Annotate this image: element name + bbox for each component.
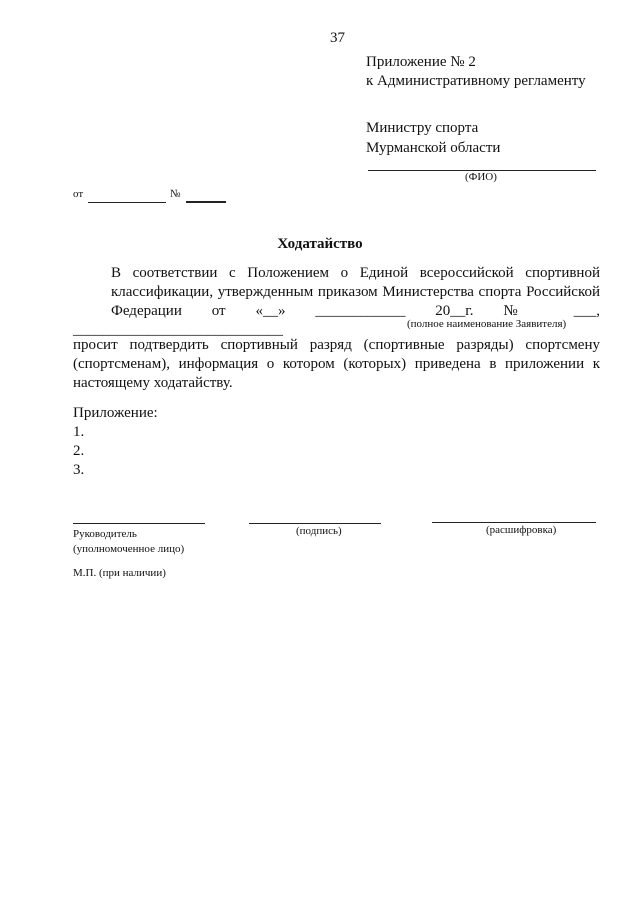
attachments-label: Приложение: bbox=[73, 405, 158, 421]
from-number-underline bbox=[186, 201, 226, 203]
head-caption-line-1: Руководитель bbox=[73, 528, 137, 540]
stamp-note: М.П. (при наличии) bbox=[73, 567, 166, 579]
annex-header bbox=[366, 53, 586, 91]
number-sign: № bbox=[170, 188, 181, 200]
attachment-item: 3. bbox=[73, 462, 85, 478]
attachments bbox=[73, 404, 158, 480]
paragraph-1-line-3: Федерации от «__» ____________ 20__г. № ___, ____________________________ bbox=[73, 303, 600, 338]
head-underline bbox=[73, 523, 205, 524]
attachment-item: 1. bbox=[73, 424, 85, 440]
annex-subtitle: к Административному регламенту bbox=[366, 73, 586, 89]
applicant-caption: (полное наименование Заявителя) bbox=[407, 318, 567, 330]
from-label: от bbox=[73, 188, 84, 200]
head-caption-line-2: (уполномоченное лицо) bbox=[73, 543, 185, 555]
signature-underline bbox=[249, 523, 381, 524]
decode-caption: (расшифровка) bbox=[486, 524, 557, 536]
from-date-underline bbox=[88, 202, 166, 203]
head-caption bbox=[73, 527, 184, 557]
addressee-line-1: Министру спорта bbox=[366, 120, 479, 136]
page-number: 37 bbox=[330, 30, 345, 46]
attachment-item: 2. bbox=[73, 443, 85, 459]
addressee bbox=[366, 118, 500, 158]
document-title: Ходатайство bbox=[277, 236, 363, 252]
paragraph-2-line-2: (спортсменам), информация о котором (которых) приведена в приложении к bbox=[73, 356, 600, 372]
decode-underline bbox=[432, 522, 596, 523]
paragraph-1-line-1: В соответствии с Положением о Единой всероссийской спортивной bbox=[111, 265, 600, 281]
paragraph-2 bbox=[73, 336, 600, 393]
paragraph-2-line-3: настоящему ходатайству. bbox=[73, 375, 233, 391]
fio-caption: (ФИО) bbox=[465, 171, 497, 183]
annex-title: Приложение № 2 bbox=[366, 54, 476, 70]
signature-caption: (подпись) bbox=[296, 525, 342, 537]
paragraph-2-line-1: просит подтвердить спортивный разряд (спортивные разряды) спортсмену bbox=[73, 337, 600, 353]
addressee-line-2: Мурманской области bbox=[366, 140, 501, 156]
paragraph-1-line-2: классификации, утвержденным приказом Министерства спорта Российской bbox=[111, 284, 600, 300]
